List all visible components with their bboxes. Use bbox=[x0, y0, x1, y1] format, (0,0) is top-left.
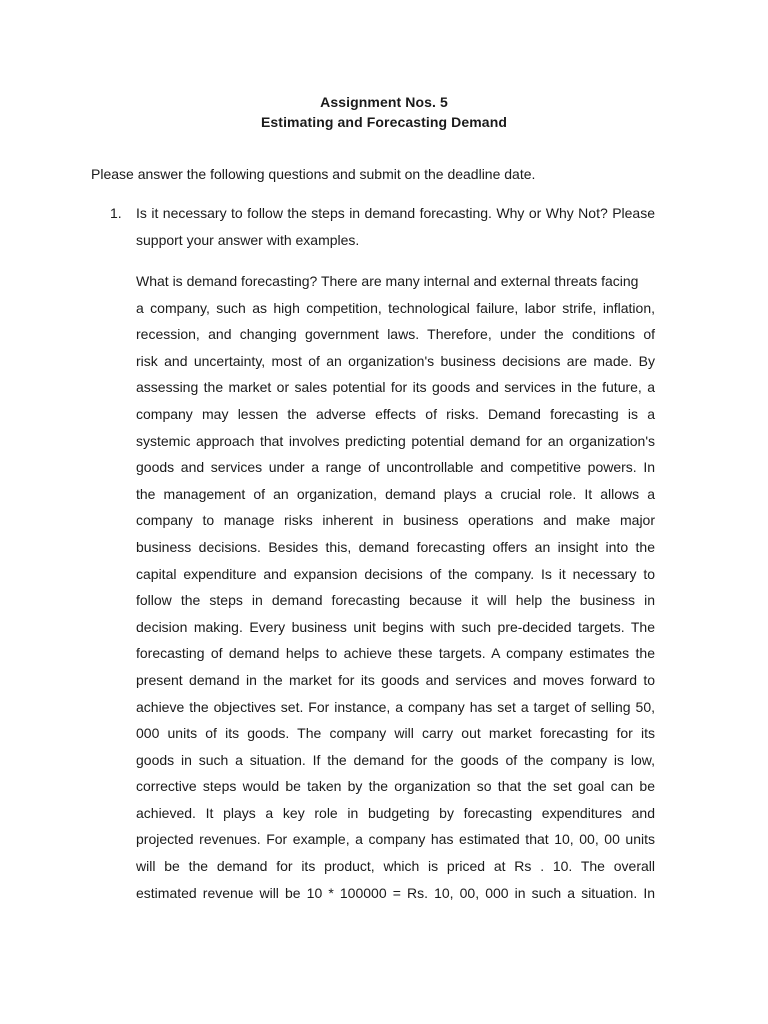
document-title bbox=[0, 92, 768, 132]
title-line-topic: Estimating and Forecasting Demand bbox=[260, 114, 507, 130]
answer-line: achieved. It plays a key role in budgeting by forecasting expenditures and bbox=[136, 804, 655, 821]
intro-paragraph: Please answer the following questions and submit on the deadline date. bbox=[91, 166, 536, 182]
answer-line: forecasting of demand helps to achieve these targets. A company estimates the bbox=[136, 645, 655, 662]
answer-line: capital expenditure and expansion decisions of the company. Is it necessary to bbox=[136, 565, 655, 582]
answer-line: decision making. Every business unit begins with such pre-decided targets. The bbox=[136, 618, 655, 635]
answer-line: What is demand forecasting? There are many internal and external threats facing bbox=[136, 273, 639, 289]
answer-line: goods and services under a range of uncontrollable and competitive powers. In bbox=[136, 459, 655, 476]
title-line-assignment: Assignment Nos. 5 bbox=[320, 94, 448, 110]
answer-paragraph bbox=[136, 268, 655, 906]
answer-line: goods in such a situation. If the demand for the goods of the company is low, bbox=[136, 751, 655, 768]
answer-line: estimated revenue will be 10 * 100000 = Rs. 10, 00, 000 in such a situation. In bbox=[136, 884, 655, 901]
answer-line: business decisions. Besides this, demand forecasting offers an insight into the bbox=[136, 538, 655, 555]
answer-line: risk and uncertainty, most of an organization's business decisions are made. By bbox=[136, 352, 655, 369]
answer-line: projected revenues. For example, a company has estimated that 10, 00, 00 units bbox=[136, 831, 655, 848]
answer-line: a company, such as high competition, technological failure, labor strife, inflation, bbox=[136, 299, 655, 316]
answer-line: corrective steps would be taken by the organization so that the set goal can be bbox=[136, 778, 655, 795]
answer-line: achieve the objectives set. For instance, a company has set a target of selling 50, bbox=[136, 698, 655, 715]
answer-line: systemic approach that involves predicting potential demand for an organization's bbox=[136, 432, 655, 449]
answer-line: will be the demand for its product, which is priced at Rs . 10. The overall bbox=[136, 858, 655, 875]
answer-line: the management of an organization, demand plays a crucial role. It allows a bbox=[136, 485, 655, 502]
answer-line: present demand in the market for its goods and services and moves forward to bbox=[136, 671, 655, 688]
answer-line: company may lessen the adverse effects of risks. Demand forecasting is a bbox=[136, 405, 655, 422]
answer-line: follow the steps in demand forecasting because it will help the business in bbox=[136, 592, 655, 609]
question-text: Is it necessary to follow the steps in demand forecasting. Why or Why Not? Please support your answer with examples. bbox=[136, 205, 655, 248]
answer-line: recession, and changing government laws. Therefore, under the conditions of bbox=[136, 326, 655, 343]
answer-line: company to manage risks inherent in business operations and make major bbox=[136, 512, 655, 529]
question-number: 1. bbox=[110, 205, 122, 221]
answer-line: 000 units of its goods. The company will carry out market forecasting for its bbox=[136, 725, 655, 742]
answer-line: assessing the market or sales potential for its goods and services in the future, a bbox=[136, 379, 655, 396]
